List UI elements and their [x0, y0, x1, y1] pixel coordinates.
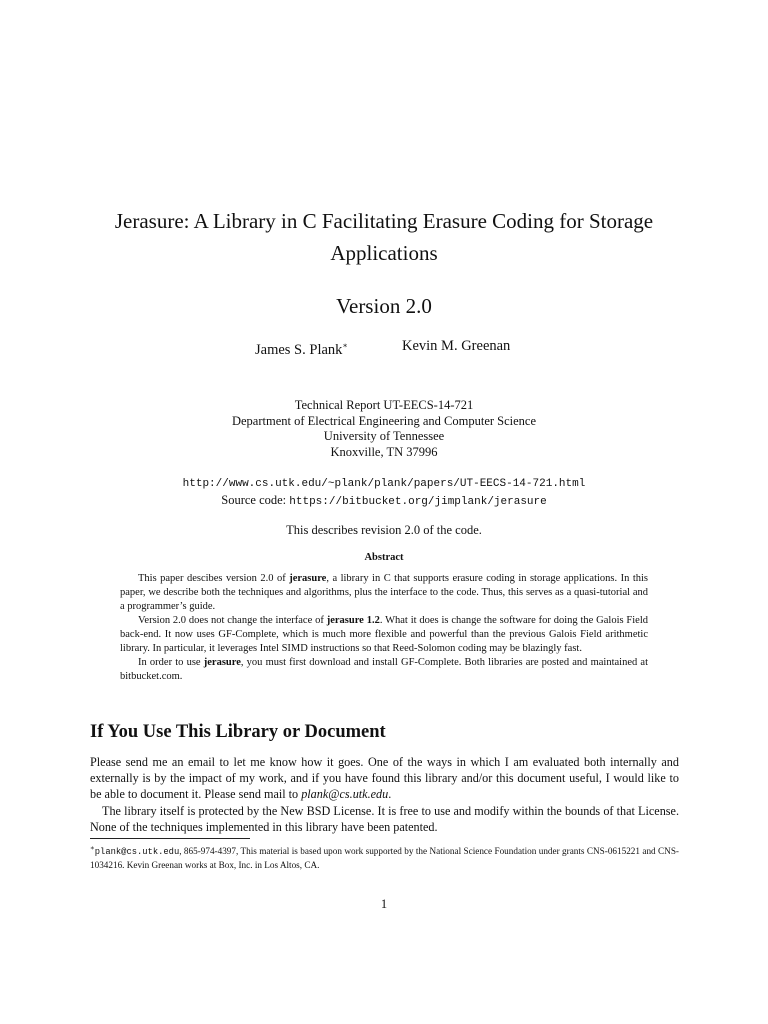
section-paragraph-1 — [90, 754, 679, 803]
links-block — [0, 476, 768, 510]
abstract-p3-text-c: , you must first download and install GF-Complete. Both libraries are posted and maintained at bitbucket.com. — [120, 657, 648, 682]
section-p1-end: . — [388, 787, 392, 802]
section-body — [90, 754, 679, 835]
report-university: University of Tennessee — [323, 429, 445, 443]
footnote-email[interactable]: plank@cs.utk.edu — [94, 847, 180, 857]
section-paragraph-2: The library itself is protected by the New BSD License. It is free to use and modify within the bounds of that License. None of the techniques implemented in this library have been patented. — [90, 803, 679, 834]
abstract-p2-text-c: . What it does is change the software for doing the Galois Field back-end. It now uses GF-Complete, which is much more flexible and powerful than the previous Galois Field arithmetic library. In particular, it leverages Intel SIMD instructions so that Reed-Solomon coding may be blazingly fast. — [120, 615, 649, 654]
version-label: Version 2.0 — [336, 294, 432, 318]
author-plank-name: James S. Plank — [255, 342, 343, 358]
abstract-p1-text-c: , a library in C that supports erasure coding in storage applications. In this paper, we describe both the techniques and algorithms, plus the interface to the code. Thus, this serves as a quasi-tutorial and a programmer’s guide. — [120, 573, 648, 612]
footnote-text: , 865-974-4397, This material is based upon work supported by the National Science Foundation under grants CNS-0615221 and CNS-1034216. Kevin Greenan works at Box, Inc. in Los Altos, CA. — [90, 846, 679, 870]
report-info — [0, 398, 768, 460]
abstract-p2-bold: jerasure 1.2 — [326, 615, 380, 626]
abstract-paragraph-1 — [120, 572, 648, 614]
email-link[interactable]: plank@cs.utk.edu — [301, 787, 389, 802]
abstract-p1-bold: jerasure — [289, 573, 327, 584]
paper-title — [0, 205, 768, 269]
report-number: Technical Report UT-EECS-14-721 — [294, 398, 474, 412]
footnote-divider — [90, 838, 250, 839]
abstract-heading: Abstract — [364, 552, 404, 563]
author-plank — [255, 336, 348, 360]
source-code-link[interactable]: https://bitbucket.org/jimplank/jerasure — [289, 496, 547, 508]
paper-title-line-1: Jerasure: A Library in C Facilitating Erasure Coding for Storage — [114, 209, 654, 233]
abstract-paragraph-2 — [120, 614, 648, 656]
paper-title-line-2: Applications — [330, 241, 438, 265]
abstract-body — [120, 572, 648, 684]
paper-url-link[interactable]: http://www.cs.utk.edu/~plank/plank/papers/UT-EECS-14-721.html — [182, 478, 586, 490]
source-code-label: Source code: — [221, 493, 290, 507]
author-footnote-mark: ∗ — [342, 341, 348, 350]
author-greenan: Kevin M. Greenan — [402, 338, 511, 354]
abstract-p3-bold: jerasure — [203, 657, 241, 668]
abstract-p2-text-a: Version 2.0 does not change the interface of — [138, 615, 327, 626]
abstract-p3-text-a: In order to use — [138, 657, 204, 668]
footnote-mark: ∗ — [90, 844, 95, 852]
report-location: Knoxville, TN 37996 — [330, 444, 438, 459]
abstract-p1-text-a: This paper descibes version 2.0 of — [138, 573, 290, 584]
abstract-paragraph-3 — [120, 656, 648, 684]
section-p1-text: Please send me an email to let me know how it goes. One of the ways in which I am evaluated both internally and externally is by the impact of my work, and if you have found this library and/or this document useful, I would like to be able to document it. Please send mail to — [90, 755, 679, 802]
source-code-line — [0, 492, 768, 510]
section-heading: If You Use This Library or Document — [90, 722, 386, 742]
page-number: 1 — [380, 897, 388, 911]
footnote — [90, 842, 679, 872]
report-department: Department of Electrical Engineering and Computer Science — [231, 413, 537, 428]
revision-note: This describes revision 2.0 of the code. — [286, 523, 482, 537]
